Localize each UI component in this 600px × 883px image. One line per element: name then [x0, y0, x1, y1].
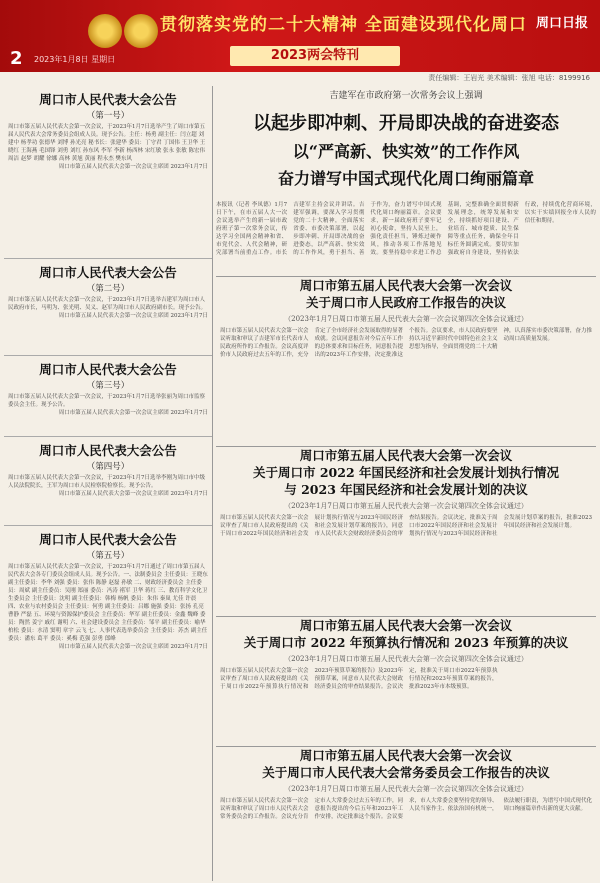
notices-column: [4, 86, 213, 881]
notice-title: 周口市人民代表大会公告: [39, 532, 177, 547]
notice-number: （第四号）: [86, 462, 130, 472]
main-column: [216, 86, 596, 881]
resolution-subtitle: （2023年1月7日周口市第五届人民代表大会第一次会议第四次全体会议通过）: [284, 502, 528, 510]
notice-signature: 周口市第五届人民代表大会第一次会议主席团 2023年1月7日: [58, 313, 208, 319]
notice-signature: 周口市第五届人民代表大会第一次会议主席团 2023年1月7日: [58, 491, 208, 497]
resolution-4: [216, 746, 596, 881]
notice-body: 周口市第五届人民代表大会第一次会议，于2023年1月7日选举李刚为周口市中级人民法院院长，王军为周口市人民检察院检察长。现予公告。: [8, 475, 205, 489]
resolution-title-line: 周口市第五届人民代表大会第一次会议: [299, 748, 513, 763]
notice-4: [4, 437, 212, 526]
masthead-banner: [0, 0, 600, 72]
newspaper-logo: 周口日报: [535, 16, 588, 31]
notice-3: [4, 356, 212, 437]
notice-body: 周口市第五届人民代表大会第一次会议，于2023年1月7日选举张丽为周口市监察委员会主任。现予公告。: [8, 394, 205, 408]
editor-credits: 责任编辑：王岩光 美术编辑：张旭 电话：8199916: [428, 74, 590, 82]
resolution-title-line: 关于周口市 2022 年预算执行情况和 2023 年预算的决议: [243, 635, 569, 650]
notice-body: 周口市第五届人民代表大会第一次会议，于2023年1月7日选举产生了周口市第五届人民代表大会常务委员会组成人员。现予公告。主任：杨勇 副主任：闫立超 刘建中 杨孝功 张德华 刘博 孙光亮 秘书长：张建华 委员：丁守君 丁国伟 王卫华 王晓红 王海燕 毛国锋 刘勇 刘红 孙东风 李军 李新 杨西林 宋红敏 张永 张敏 陈宏伟 周洁 赵梦 胡耀 徐娜 高林 黄旭 黄丽 程永杰 樊东风: [8, 124, 206, 162]
national-emblem-icon: [88, 14, 122, 48]
resolution-body: 周口市第五届人民代表大会第一次会议听取和审议了吉建军市长代表市人民政府所作的工作报告。会议高度评价市人民政府过去五年的工作，充分肯定了全市经济社会发展取得的显著成就。会议同意报告对今后五年工作的总体要求和目标任务，同意报告提出的2023年工作安排，决定批准这个报告。会议要求，市人民政府要坚持以习近平新时代中国特色社会主义思想为指导，全面贯彻党的二十大精神，认真落实市委决策部署，奋力推动周口高质量发展。: [220, 328, 592, 358]
lead-headline-line-3: 奋力谱写中国式现代化周口绚丽篇章: [277, 169, 534, 188]
notice-signature: 周口市第五届人民代表大会第一次会议主席团 2023年1月7日: [58, 164, 208, 170]
lead-kicker: 吉建军在市政府第一次常务会议上强调: [329, 91, 483, 101]
resolution-title-line: 周口市第五届人民代表大会第一次会议: [299, 448, 513, 463]
notice-signature: 周口市第五届人民代表大会第一次会议主席团 2023年1月7日: [58, 410, 208, 416]
resolution-subtitle: （2023年1月7日周口市第五届人民代表大会第一次会议第四次全体会议通过）: [284, 785, 528, 793]
resolution-body: 周口市第五届人民代表大会第一次会议审查了周口市人民政府提出的《关于周口市2022年国民经济和社会发展计划执行情况与2023年国民经济和社会发展计划草案的报告》，同意市人民代表大会财政经济委员会的审查结果报告。会议决定，批准关于周口市2022年国民经济和社会发展计划执行情况与2023年国民经济和社会发展计划草案的报告，批准2023年国民经济和社会发展计划。: [220, 515, 592, 537]
notice-title: 周口市人民代表大会公告: [39, 92, 177, 107]
notice-1: [4, 86, 212, 259]
notice-title: 周口市人民代表大会公告: [39, 265, 177, 280]
special-issue-label: 2023两会特刊: [230, 46, 400, 66]
resolution-title-line: 周口市第五届人民代表大会第一次会议: [299, 618, 513, 633]
resolution-subtitle: （2023年1月7日周口市第五届人民代表大会第一次会议第四次全体会议通过）: [284, 315, 528, 323]
notice-2: [4, 259, 212, 356]
resolution-2: [216, 446, 596, 615]
notice-body: 周口市第五届人民代表大会第一次会议，于2023年1月7日选举吉建军为周口市人民政府市长，马明为、张光明、吴义、赵军为周口市人民政府副市长。现予公告。: [8, 297, 207, 311]
notice-title: 周口市人民代表大会公告: [39, 362, 177, 377]
issue-date: 2023年1月8日 星期日: [34, 55, 116, 64]
banner-slogan: 贯彻落实党的二十大精神 全面建设现代化周口: [160, 15, 527, 35]
resolution-title-line: 关于周口市 2022 年国民经济和社会发展计划执行情况: [253, 465, 559, 480]
notice-body: 周口市第五届人民代表大会第一次会议，于2023年1月7日通过了周口市第五届人民代表大会各专门委员会组成人员。现予公告。一、法制委员会 主任委员：王晓东 副主任委员：李华 刘强 委员：张伟 陈静 赵磊 孙敏 二、财政经济委员会 主任委员：周斌 副主任委员：吴刚 郑丽 委员：冯涛 褚军 卫华 蒋红 三、教育科学文化卫生委员会 主任委员：沈明 副主任委员：韩梅 杨帆 委员：朱伟 秦岚 尤佳 许晨 四、农业与农村委员会 主任委员：何勇 副主任委员：吕娜 施强 委员：张扬 孔亮 曹静 严磊 五、环境与资源保护委员会 主任委员：华军 副主任委员：金鑫 魏峰 委员：陶然 姜宁 戚红 谢明 六、社会建设委员会 主任委员：邹平 副主任委员：喻华 柏松 委员：水清 窦明 章宇 云飞 七、人事代表选举委员会 主任委员：苏杰 副主任委员：潘东 葛平 委员：奚梅 范强 彭勇 郎峰: [8, 564, 208, 642]
resolution-title-line: 与 2023 年国民经济和社会发展计划的决议: [284, 482, 528, 497]
lead-headline-line-1: 以起步即冲刺、开局即决战的奋进姿态: [253, 113, 559, 134]
resolution-title-line: 关于周口市人民代表大会常务委员会工作报告的决议: [262, 765, 550, 780]
lead-article-body: 本报讯（记者 李凤德）1月7日下午，在市五届人大一次会议选举产生的新一届市政府班子第一次常务会议，传达学习全国两会精神和省、市党代会、人代会精神，研究部署当前重点工作。市长吉建军主持会议并讲话。吉建军强调，要深入学习贯彻党的二十大精神，全面落实省委、市委决策部署，以起步即冲刺、开局即决战的奋进姿态，以严高新、快实效的工作作风，勇于担当、善于作为，奋力谱写中国式现代化周口绚丽篇章。会议要求，新一届政府班子要牢记初心使命，坚持人民至上，强化责任担当，锤炼过硬作风，推动各项工作落地见效。要坚持稳中求进工作总基调，完整准确全面贯彻新发展理念，统筹发展和安全，持续抓好项目建设、产业培育、城市提质、民生保障等重点任务，确保全年目标任务圆满完成。要切实加强政府自身建设，坚持依法行政，持续优化营商环境，以实干实绩回报全市人民的信任和期待。: [216, 202, 596, 256]
resolution-body: 周口市第五届人民代表大会第一次会议审查了周口市人民政府提出的《关于周口市2022年预算执行情况和2023年预算草案的报告》及2023年预算草案，同意市人民代表大会财政经济委员会的审查结果报告。会议决定，批准关于周口市2022年预算执行情况和2023年预算草案的报告，批准2023年市本级预算。: [220, 668, 498, 690]
resolution-body: 周口市第五届人民代表大会第一次会议听取和审议了周口市人民代表大会常务委员会的工作报告。会议充分肯定市人大常委会过去五年的工作，同意报告提出的今后五年和2023年工作安排，决定批准这个报告。会议要求，市人大常委会要坚持党的领导、人民当家作主、依法治国有机统一，依法履行职责，为谱写中国式现代化周口绚丽篇章作出新的更大贡献。: [220, 798, 592, 820]
resolution-3: [216, 616, 596, 745]
resolution-title-line: 关于周口市人民政府工作报告的决议: [305, 295, 506, 310]
cppcc-emblem-icon: [124, 14, 158, 48]
notice-5: [4, 526, 212, 655]
notice-number: （第三号）: [86, 381, 130, 391]
notice-number: （第一号）: [86, 111, 130, 121]
resolution-subtitle: （2023年1月7日周口市第五届人民代表大会第一次会议第四次全体会议通过）: [284, 655, 528, 663]
lead-headline-line-2: 以“严高新、快实效”的工作作风: [292, 142, 520, 161]
notice-number: （第五号）: [86, 551, 130, 561]
notice-title: 周口市人民代表大会公告: [39, 443, 177, 458]
resolution-1: [216, 276, 596, 445]
notice-signature: 周口市第五届人民代表大会第一次会议主席团 2023年1月7日: [58, 644, 208, 650]
page-number: 2: [10, 48, 23, 69]
resolution-title-line: 周口市第五届人民代表大会第一次会议: [299, 278, 513, 293]
notice-number: （第二号）: [86, 284, 130, 294]
